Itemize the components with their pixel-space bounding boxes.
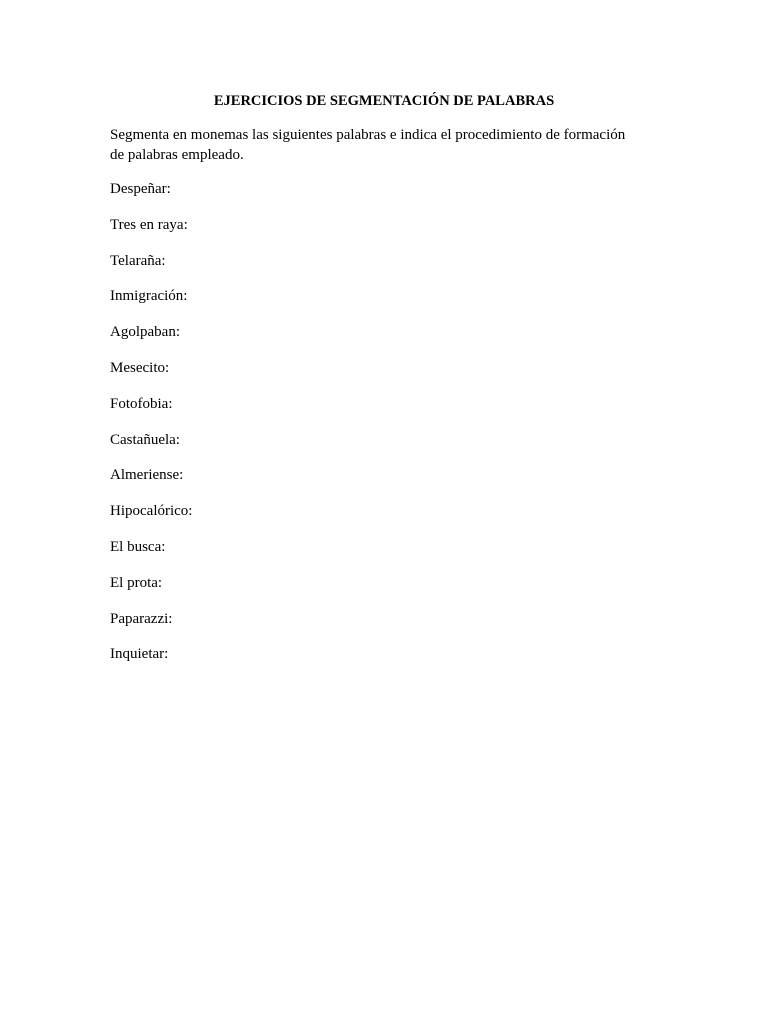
page-title: EJERCICIOS DE SEGMENTACIÓN DE PALABRAS — [213, 93, 555, 109]
word-item: Despeñar: — [110, 181, 171, 197]
word-item: El prota: — [110, 574, 163, 591]
word-item: Inquietar: — [110, 646, 169, 663]
word-item: Almeriense: — [110, 467, 184, 484]
word-list — [110, 179, 192, 680]
word-item: Castañuela: — [110, 431, 180, 448]
word-item: Tres en raya: — [110, 216, 188, 233]
word-item: Agolpaban: — [110, 324, 180, 341]
word-item: Hipocalórico: — [110, 503, 193, 520]
word-item: Telaraña: — [110, 252, 166, 269]
word-item: Mesecito: — [110, 359, 170, 376]
word-item: Inmigración: — [110, 288, 188, 305]
instructions-line: Segmenta en monemas las siguientes palabras e indica el procedimiento de formación — [110, 127, 626, 143]
word-item: Fotofobia: — [110, 395, 173, 412]
word-item: Paparazzi: — [110, 610, 173, 627]
instructions-line: de palabras empleado. — [110, 147, 244, 163]
instructions-paragraph — [110, 125, 670, 165]
word-item: El busca: — [110, 538, 166, 555]
